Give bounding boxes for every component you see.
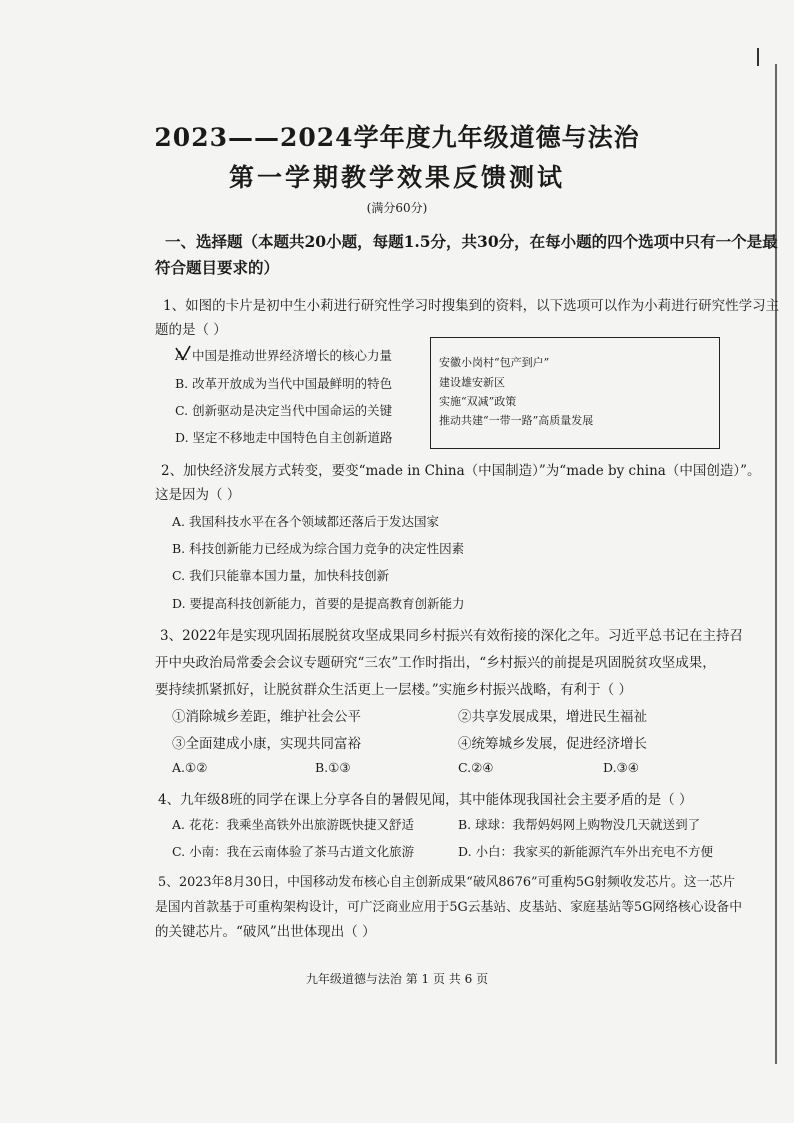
q4-option-c: C. 小南：我在云南体验了茶马古道文化旅游 — [172, 844, 415, 859]
exam-title-line1: 2023——2024学年度九年级道德与法治 — [154, 123, 640, 152]
q3-stem-line1: 3、2022年是实现巩固拓展脱贫攻坚成果同乡村振兴有效衔接的深化之年。习近平总书记在主持召 — [160, 628, 743, 644]
q2-option-c: C. 我们只能靠本国力量，加快科技创新 — [172, 568, 390, 583]
q4-option-b: B. 球球：我帮妈妈网上购物没几天就送到了 — [458, 817, 701, 832]
q2-stem-line2: 这是因为（ ） — [155, 487, 241, 503]
exam-title-line2: 第一学期教学效果反馈测试 — [228, 163, 565, 192]
card-line: 实施“双减”政策 — [439, 395, 517, 408]
scan-edge-line — [757, 48, 759, 66]
q2-option-b: B. 科技创新能力已经成为综合国力竞争的决定性因素 — [172, 541, 465, 556]
q1-stem-line2: 题的是（ ） — [155, 322, 227, 338]
card-line: 推动共建“一带一路”高质量发展 — [439, 414, 594, 427]
q4-stem: 4、九年级8班的同学在课上分享各自的暑假见闻，其中能体现我国社会主要矛盾的是（ ） — [158, 792, 693, 808]
q4-option-a: A. 花花：我乘坐高铁外出旅游既快捷又舒适 — [172, 817, 414, 832]
q1-option-a: A. 中国是推动世界经济增长的核心力量 — [175, 348, 392, 363]
q3-stem-line2: 开中央政治局常委会会议专题研究“三农”工作时指出，“乡村振兴的前提是巩固脱贫攻坚成果， — [155, 655, 716, 671]
q5-stem-line3: 的关键芯片。“破风”出世体现出（ ） — [155, 924, 376, 940]
q3-item-4: ④统筹城乡发展，促进经济增长 — [458, 736, 647, 752]
card-line: 建设雄安新区 — [439, 376, 505, 389]
q3-choice-a: A.①② — [172, 760, 208, 775]
section-heading-line1: 一、选择题（本题共20小题，每题1.5分，共30分，在每小题的四个选项中只有一个是最 — [165, 232, 778, 251]
q1-option-c: C. 创新驱动是决定当代中国命运的关键 — [175, 403, 393, 418]
q5-stem-line1: 5、2023年8月30日，中国移动发布核心自主创新成果“破风8676”可重构5G射频收发芯片。这一芯片 — [158, 875, 736, 890]
q2-option-d: D. 要提高科技创新能力，首要的是提高教育创新能力 — [172, 596, 465, 611]
q1-stem-line1: 1、如图的卡片是初中生小莉进行研究性学习时搜集到的资料，以下选项可以作为小莉进行研究性学习主 — [163, 298, 780, 314]
page-footer: 九年级道德与法治 第 1 页 共 6 页 — [305, 972, 489, 986]
q4-option-d: D. 小白：我家买的新能源汽车外出充电不方便 — [458, 844, 714, 859]
q3-choice-d: D.③④ — [603, 760, 639, 775]
q1-option-b: B. 改革开放成为当代中国最鲜明的特色 — [175, 376, 393, 391]
q3-item-1: ①消除城乡差距，维护社会公平 — [172, 709, 361, 725]
q3-item-3: ③全面建成小康，实现共同富裕 — [172, 736, 361, 752]
q3-stem-line3: 要持续抓紧抓好，让脱贫群众生活更上一层楼。”实施乡村振兴战略，有利于（ ） — [155, 682, 632, 698]
full-score: (满分60分) — [366, 201, 428, 215]
card-line: 安徽小岗村“包产到户” — [439, 356, 550, 369]
q2-stem-line1: 2、加快经济发展方式转变，要变“made in China（中国制造）”为“made by china（中国创造）”。 — [161, 463, 761, 479]
q1-info-card — [430, 337, 720, 449]
q5-stem-line2: 是国内首款基于可重构架构设计，可广泛商业应用于5G云基站、皮基站、家庭基站等5G网络核心设备中 — [155, 900, 742, 915]
q3-choice-b: B.①③ — [315, 760, 351, 775]
q1-option-d: D. 坚定不移地走中国特色自主创新道路 — [175, 430, 393, 445]
q3-choice-c: C.②④ — [458, 760, 494, 775]
q2-option-a: A. 我国科技水平在各个领域都还落后于发达国家 — [172, 514, 439, 529]
section-heading-line2: 符合题目要求的） — [155, 258, 280, 277]
handwritten-check-mark — [174, 344, 192, 362]
q3-item-2: ②共享发展成果，增进民生福祉 — [458, 709, 647, 725]
